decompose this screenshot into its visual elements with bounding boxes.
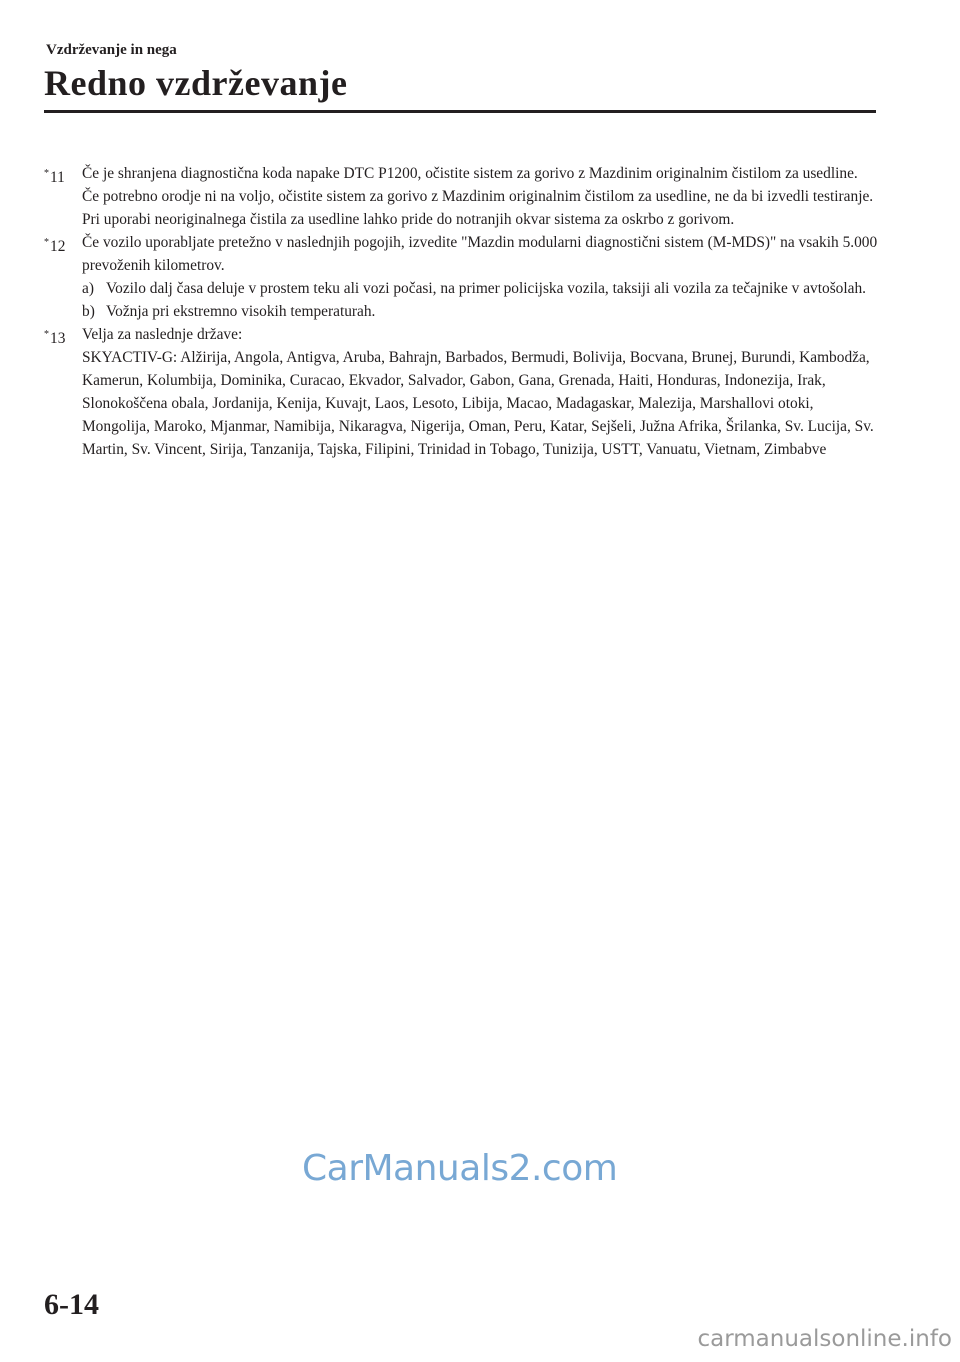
footnote-paragraph: Če je shranjena diagnostična koda napake DTC P1200, očistite sistem za gorivo z Mazdinim originalnim čistilom za usedline. [82,165,858,182]
footnote-12 [44,231,884,323]
footnote-marker: *11 [44,168,65,186]
footnote-list-item: b) Vožnja pri ekstremno visokih temperaturah. [82,303,376,320]
footnote-paragraph: Pri uporabi neoriginalnega čistila za usedline lahko pride do notranjih okvar sistema za oskrbo z gorivom. [82,211,735,228]
page-number: 6-14 [44,1288,99,1321]
section-label: Vzdrževanje in nega [46,42,177,58]
footnote-marker: *13 [44,329,66,347]
footnote-marker: *12 [44,237,66,255]
page-title: Redno vzdrževanje [44,63,348,103]
footer-site-link[interactable]: carmanualsonline.info [697,1326,952,1352]
title-rule [44,110,876,113]
footnote-13 [44,323,884,461]
watermark: CarManuals2.com [302,1148,618,1189]
footnote-paragraph: Velja za naslednje države: [82,326,243,343]
footnote-paragraph: Če potrebno orodje ni na voljo, očistite sistem za gorivo z Mazdinim originalnim čistilom za usedline, ne da bi izvedli testiranje. [82,188,874,205]
footnote-11 [44,162,884,231]
footnote-list-item: a) Vozilo dalj časa deluje v prostem teku ali vozi počasi, na primer policijska vozila, taksiji ali vozila za tečajnike v avtošolah. [82,280,867,297]
footnote-paragraph: Če vozilo uporabljate pretežno v naslednjih pogojih, izvedite "Mazdin modularni diagnostični sistem (M-MDS)" na vsakih 5.000 prevoženih kilometrov. [82,234,878,274]
footnotes [44,162,884,461]
country-list: SKYACTIV-G: Alžirija, Angola, Antigva, Aruba, Bahrajn, Barbados, Bermudi, Bolivija, Bocvana, Brunej, Burundi, Kambodža, Kamerun, Kolumbija, Dominika, Curacao, Ekvador, Salvador, Gabon, Gana, Grenada, Haiti, Honduras, Indonezija, Irak, Slonokoščena obala, Jordanija, Kenija, Kuvajt, Laos, Lesoto, Libija, Macao, Madagaskar, Malezija, Marshallovi otoki, Mongolija, Maroko, Mjanmar, Namibija, Nikaragva, Nigerija, Oman, Peru, Katar, Sejšeli, Južna Afrika, Šrilanka, Sv. Lucija, Sv. Martin, Sv. Vincent, Sirija, Tanzanija, Tajska, Filipini, Trinidad in Tobago, Tunizija, USTT, Vanuatu, Vietnam, Zimbabve [82,349,874,458]
